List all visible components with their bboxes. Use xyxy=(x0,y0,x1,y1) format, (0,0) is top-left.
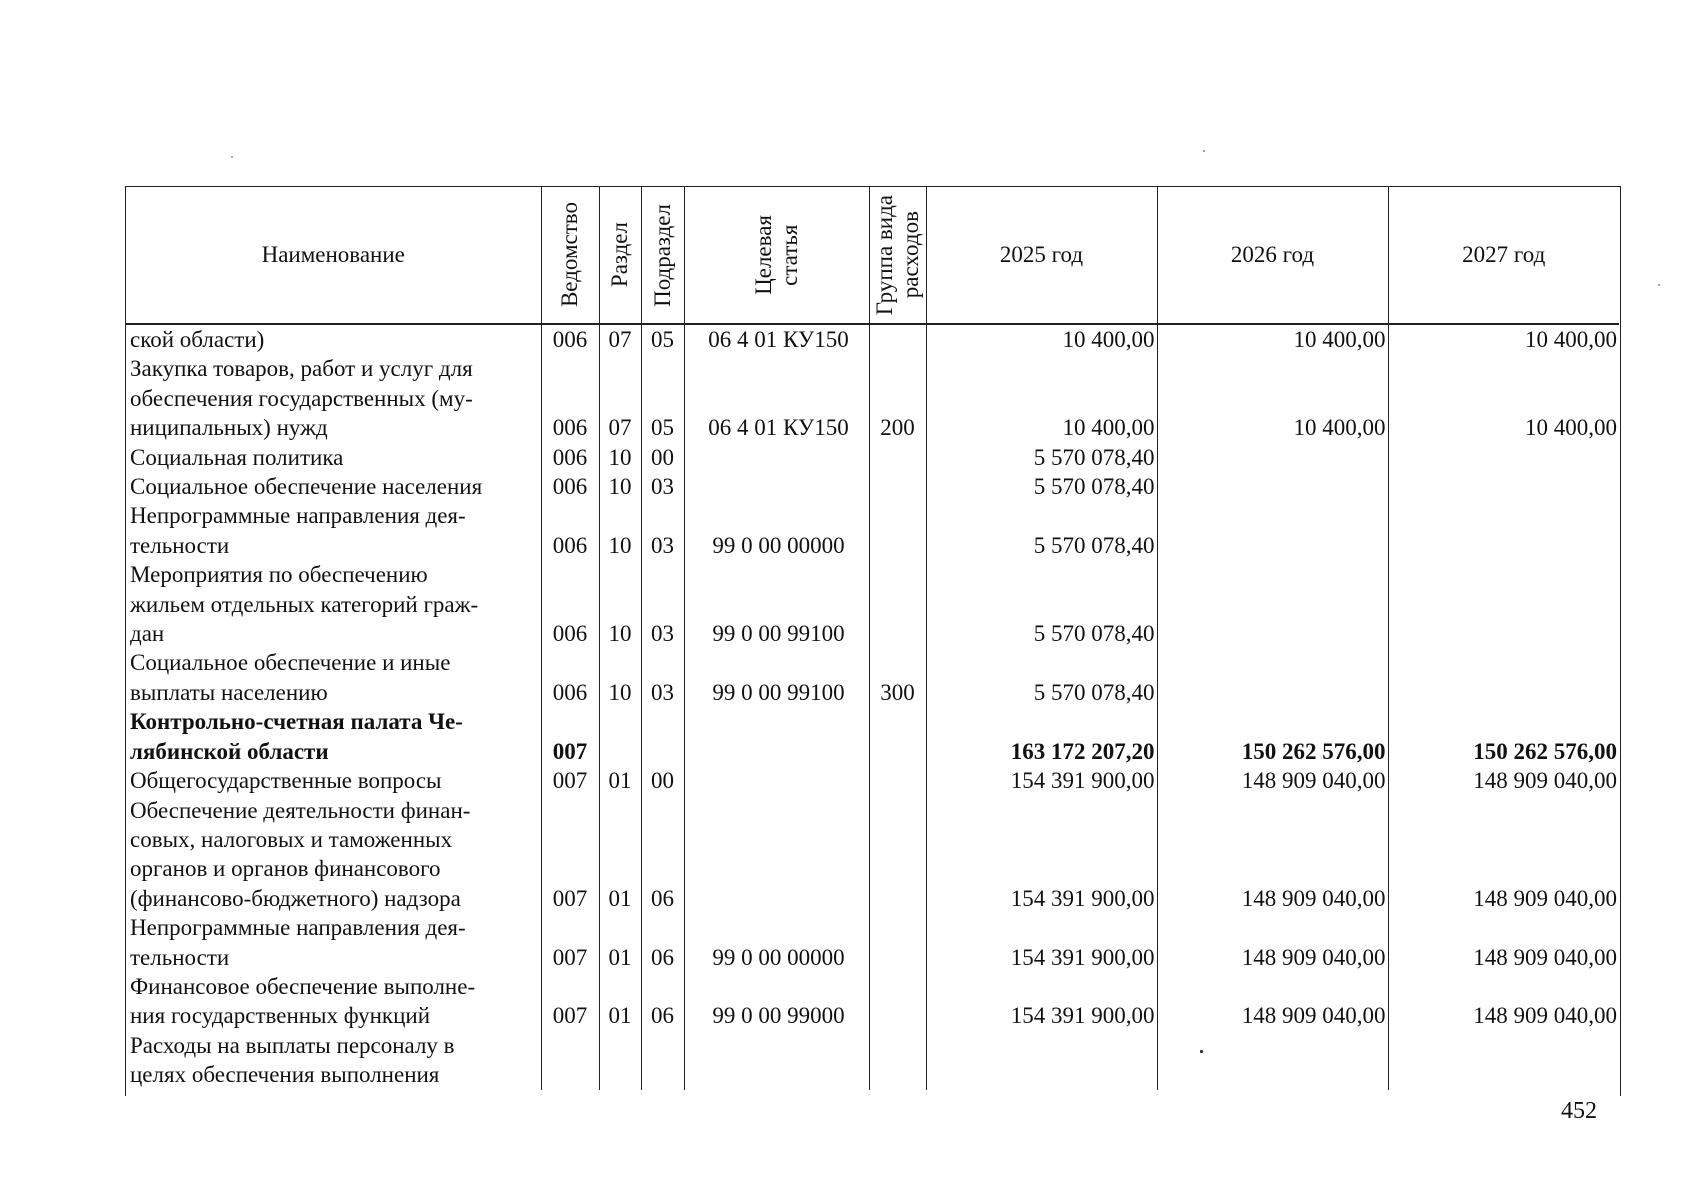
target-article-cell: 99 0 00 99100 xyxy=(684,560,869,648)
section-cell: 07 xyxy=(599,354,641,442)
amount-2027-cell xyxy=(1388,443,1619,472)
budget-table xyxy=(126,187,1619,1090)
section-cell: 10 xyxy=(599,648,641,707)
department-cell: 007 xyxy=(541,796,599,914)
subsection-cell: 05 xyxy=(641,324,684,354)
section-cell: 01 xyxy=(599,766,641,795)
department-cell: 006 xyxy=(541,354,599,442)
expense-group-cell xyxy=(869,707,926,766)
expense-group-cell xyxy=(869,501,926,560)
header-name: Наименование xyxy=(126,187,541,324)
subsection-cell: 00 xyxy=(641,766,684,795)
amount-2025-cell: 154 391 900,00 xyxy=(926,972,1157,1031)
amount-2027-cell: 10 400,00 xyxy=(1388,324,1619,354)
row-name-line: Контрольно-счетная палата Че- xyxy=(130,709,463,735)
amount-2026-cell xyxy=(1157,560,1388,648)
department-cell xyxy=(541,1031,599,1090)
target-article-cell xyxy=(684,766,869,795)
department-cell: 006 xyxy=(541,501,599,560)
row-name-line: Закупка товаров, работ и услуг для xyxy=(130,356,473,382)
department-cell: 007 xyxy=(541,707,599,766)
row-name-line: Финансовое обеспечение выполне- xyxy=(130,973,476,999)
subsection-cell: 06 xyxy=(641,796,684,914)
target-article-cell xyxy=(684,707,869,766)
subsection-cell: 03 xyxy=(641,560,684,648)
subsection-cell: 03 xyxy=(641,648,684,707)
amount-2027-cell: 150 262 576,00 xyxy=(1388,707,1619,766)
row-name-line: жильем отдельных категорий граж- xyxy=(130,591,479,617)
row-name-cell xyxy=(126,766,541,795)
section-cell: 10 xyxy=(599,443,641,472)
header-section: Раздел xyxy=(599,187,641,324)
row-name-cell xyxy=(126,443,541,472)
expense-group-cell xyxy=(869,913,926,972)
amount-2026-cell xyxy=(1157,648,1388,707)
expense-group-cell xyxy=(869,796,926,914)
table-row xyxy=(126,443,1619,472)
table-row xyxy=(126,324,1619,354)
amount-2027-cell: 148 909 040,00 xyxy=(1388,913,1619,972)
table-row xyxy=(126,501,1619,560)
department-cell: 006 xyxy=(541,324,599,354)
row-name-cell xyxy=(126,560,541,648)
amount-2026-cell: 10 400,00 xyxy=(1157,354,1388,442)
subsection-cell: 03 xyxy=(641,472,684,501)
amount-2026-cell: 148 909 040,00 xyxy=(1157,913,1388,972)
target-article-cell xyxy=(684,472,869,501)
scan-speck xyxy=(231,156,233,158)
table-row xyxy=(126,913,1619,972)
section-cell: 01 xyxy=(599,972,641,1031)
row-name-cell xyxy=(126,913,541,972)
subsection-cell: 06 xyxy=(641,972,684,1031)
row-name-line: Общегосударственные вопросы xyxy=(130,768,442,794)
row-name-line: ния государственных функций xyxy=(130,1003,430,1029)
amount-2025-cell: 5 570 078,40 xyxy=(926,443,1157,472)
row-name-line: совых, налоговых и таможенных xyxy=(130,826,453,852)
row-name-line: органов и органов финансового xyxy=(130,856,441,882)
section-cell xyxy=(599,1031,641,1090)
table-row xyxy=(126,648,1619,707)
table-row xyxy=(126,472,1619,501)
expense-group-cell: 300 xyxy=(869,648,926,707)
department-cell: 006 xyxy=(541,443,599,472)
subsection-cell: 00 xyxy=(641,443,684,472)
amount-2026-cell xyxy=(1157,472,1388,501)
amount-2027-cell: 148 909 040,00 xyxy=(1388,796,1619,914)
header-department: Ведомство xyxy=(541,187,599,324)
header-year-2025: 2025 год xyxy=(926,187,1157,324)
table-row xyxy=(126,796,1619,914)
amount-2026-cell xyxy=(1157,1031,1388,1090)
header-subsection: Подраздел xyxy=(641,187,684,324)
target-article-cell xyxy=(684,796,869,914)
amount-2025-cell: 5 570 078,40 xyxy=(926,648,1157,707)
scan-speck xyxy=(1658,284,1660,286)
row-name-line: дан xyxy=(130,621,165,647)
row-name-cell xyxy=(126,707,541,766)
subsection-cell: 06 xyxy=(641,913,684,972)
expense-group-cell xyxy=(869,766,926,795)
department-cell: 006 xyxy=(541,648,599,707)
section-cell: 01 xyxy=(599,913,641,972)
row-name-line: Непрограммные направления дея- xyxy=(130,915,466,941)
amount-2025-cell: 5 570 078,40 xyxy=(926,472,1157,501)
row-name-line: тельности xyxy=(130,944,230,970)
header-year-2026: 2026 год xyxy=(1157,187,1388,324)
row-name-line: (финансово-бюджетного) надзора xyxy=(130,885,461,911)
target-article-cell xyxy=(684,443,869,472)
table-row xyxy=(126,354,1619,442)
row-name-cell xyxy=(126,472,541,501)
target-article-cell: 99 0 00 99000 xyxy=(684,972,869,1031)
department-cell: 007 xyxy=(541,913,599,972)
amount-2025-cell: 10 400,00 xyxy=(926,354,1157,442)
amount-2025-cell: 5 570 078,40 xyxy=(926,501,1157,560)
department-cell: 007 xyxy=(541,972,599,1031)
scan-speck xyxy=(1200,1050,1203,1053)
header-year-2027: 2027 год xyxy=(1388,187,1619,324)
subsection-cell: 05 xyxy=(641,354,684,442)
amount-2027-cell xyxy=(1388,501,1619,560)
row-name-line: Мероприятия по обеспечению xyxy=(130,562,428,588)
row-name-line: ниципальных) нужд xyxy=(130,415,328,441)
amount-2026-cell: 148 909 040,00 xyxy=(1157,766,1388,795)
row-name-cell xyxy=(126,501,541,560)
department-cell: 007 xyxy=(541,766,599,795)
subsection-cell: 03 xyxy=(641,501,684,560)
amount-2026-cell: 10 400,00 xyxy=(1157,324,1388,354)
expense-group-cell: 200 xyxy=(869,354,926,442)
amount-2025-cell: 154 391 900,00 xyxy=(926,913,1157,972)
table-row xyxy=(126,707,1619,766)
row-name-line: Обеспечение деятельности финан- xyxy=(130,797,471,823)
row-name-line: Социальное обеспечение и иные xyxy=(130,650,451,676)
expense-group-cell xyxy=(869,443,926,472)
subsection-cell xyxy=(641,707,684,766)
target-article-cell: 06 4 01 КУ150 xyxy=(684,324,869,354)
row-name-cell xyxy=(126,796,541,914)
target-article-cell: 99 0 00 99100 xyxy=(684,648,869,707)
amount-2026-cell xyxy=(1157,501,1388,560)
row-name-cell xyxy=(126,648,541,707)
row-name-line: тельности xyxy=(130,532,230,558)
row-name-cell xyxy=(126,324,541,354)
section-cell: 01 xyxy=(599,796,641,914)
table-row xyxy=(126,560,1619,648)
amount-2027-cell xyxy=(1388,472,1619,501)
row-name-line: Социальное обеспечение населения xyxy=(130,474,483,500)
row-name-line: выплаты населению xyxy=(130,679,328,705)
section-cell: 10 xyxy=(599,560,641,648)
section-cell: 10 xyxy=(599,501,641,560)
row-name-line: Непрограммные направления дея- xyxy=(130,503,466,529)
row-name-line: Социальная политика xyxy=(130,444,344,470)
department-cell: 006 xyxy=(541,472,599,501)
amount-2027-cell xyxy=(1388,1031,1619,1090)
row-name-cell xyxy=(126,354,541,442)
expense-group-cell xyxy=(869,1031,926,1090)
budget-table-frame xyxy=(125,186,1621,1096)
amount-2025-cell xyxy=(926,1031,1157,1090)
table-row xyxy=(126,972,1619,1031)
header-expense-group: Группа вида расходов xyxy=(869,187,926,324)
section-cell xyxy=(599,707,641,766)
amount-2025-cell: 5 570 078,40 xyxy=(926,560,1157,648)
page-number: 452 xyxy=(1561,1098,1597,1124)
amount-2025-cell: 10 400,00 xyxy=(926,324,1157,354)
row-name-line: лябинской области xyxy=(130,738,329,764)
amount-2026-cell xyxy=(1157,443,1388,472)
amount-2025-cell: 154 391 900,00 xyxy=(926,766,1157,795)
amount-2027-cell xyxy=(1388,648,1619,707)
table-row xyxy=(126,766,1619,795)
header-row xyxy=(126,187,1619,324)
expense-group-cell xyxy=(869,560,926,648)
expense-group-cell xyxy=(869,972,926,1031)
target-article-cell: 06 4 01 КУ150 xyxy=(684,354,869,442)
expense-group-cell xyxy=(869,324,926,354)
row-name-cell xyxy=(126,1031,541,1090)
row-name-line: Расходы на выплаты персоналу в xyxy=(130,1032,455,1058)
section-cell: 10 xyxy=(599,472,641,501)
amount-2026-cell: 148 909 040,00 xyxy=(1157,972,1388,1031)
amount-2026-cell: 148 909 040,00 xyxy=(1157,796,1388,914)
expense-group-cell xyxy=(869,472,926,501)
row-name-line: целях обеспечения выполнения xyxy=(130,1062,440,1088)
row-name-line: обеспечения государственных (му- xyxy=(130,385,473,411)
header-target-article: Целевая статья xyxy=(684,187,869,324)
target-article-cell xyxy=(684,1031,869,1090)
row-name-cell xyxy=(126,972,541,1031)
target-article-cell: 99 0 00 00000 xyxy=(684,501,869,560)
table-row xyxy=(126,1031,1619,1090)
amount-2026-cell: 150 262 576,00 xyxy=(1157,707,1388,766)
subsection-cell xyxy=(641,1031,684,1090)
department-cell: 006 xyxy=(541,560,599,648)
scan-speck xyxy=(1203,150,1205,152)
amount-2025-cell: 163 172 207,20 xyxy=(926,707,1157,766)
amount-2027-cell xyxy=(1388,560,1619,648)
section-cell: 07 xyxy=(599,324,641,354)
amount-2025-cell: 154 391 900,00 xyxy=(926,796,1157,914)
amount-2027-cell: 10 400,00 xyxy=(1388,354,1619,442)
target-article-cell: 99 0 00 00000 xyxy=(684,913,869,972)
row-name-line: ской области) xyxy=(130,327,265,352)
amount-2027-cell: 148 909 040,00 xyxy=(1388,766,1619,795)
amount-2027-cell: 148 909 040,00 xyxy=(1388,972,1619,1031)
